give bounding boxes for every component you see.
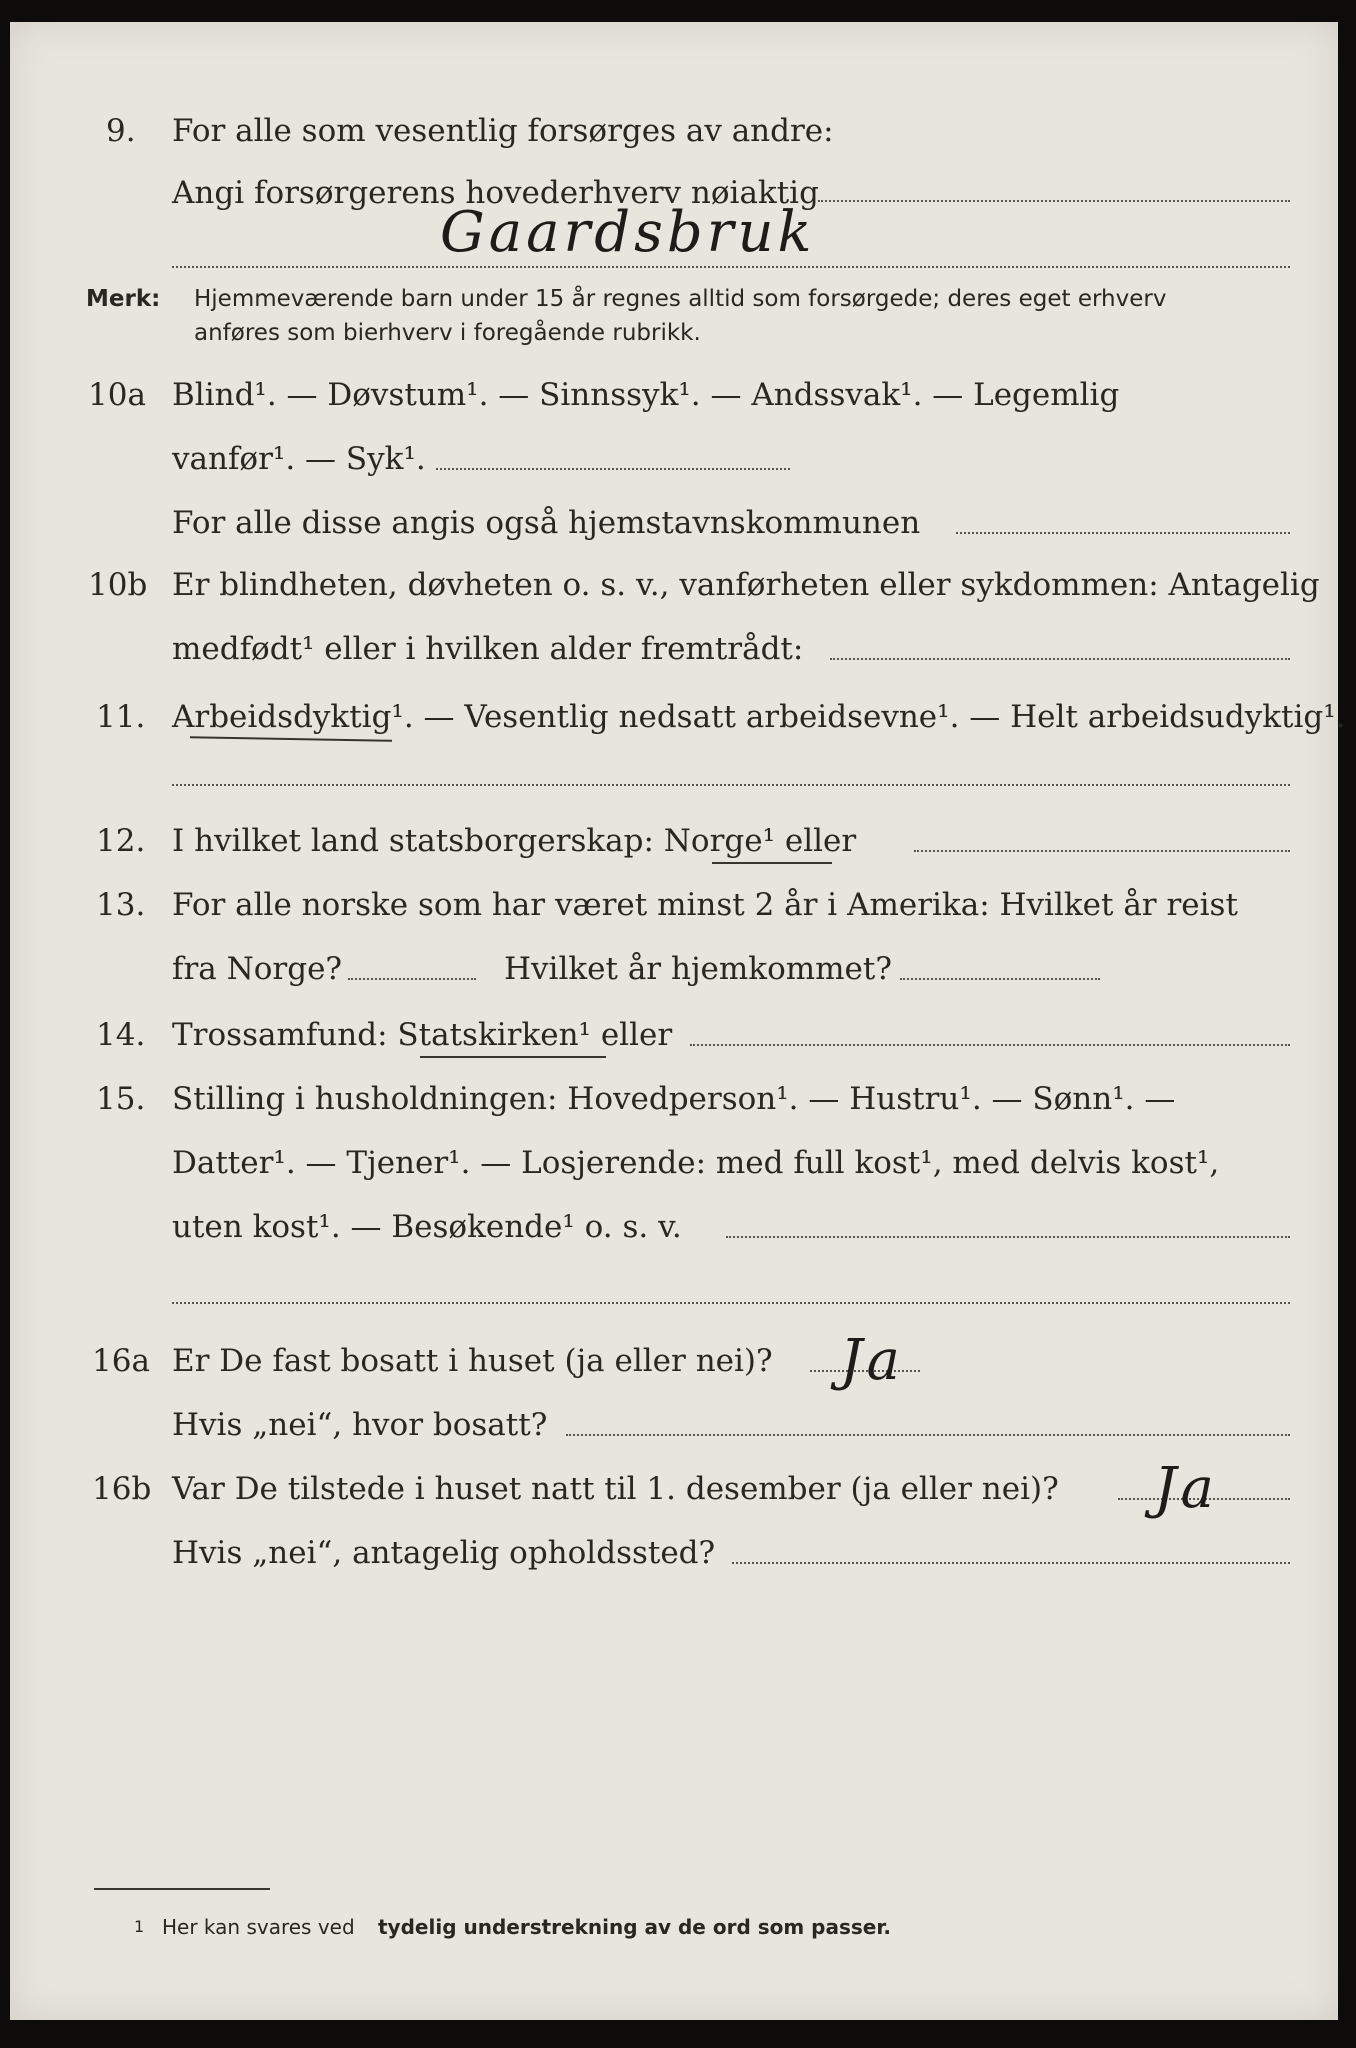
q15-dotted-line [726, 1236, 1290, 1238]
q9-handwritten-answer: Gaardsbruk [440, 200, 816, 265]
q14-line1: Trossamfund: Statskirken¹ eller [172, 1017, 673, 1053]
q13-dotted-line-a [348, 978, 476, 980]
q10a-line2: vanfør¹. — Syk¹. [172, 441, 426, 477]
q16a-handwritten-answer: Ja [840, 1328, 904, 1393]
q11-line1: Arbeidsdyktig¹. — Vesentlig nedsatt arbeidsevne¹. — Helt arbeidsudyktig¹. [172, 699, 1346, 735]
q13-number: 13. [96, 887, 146, 923]
q9-dotted-line [818, 200, 1290, 202]
q16b-line1: Var De tilstede i huset natt til 1. desember (ja eller nei)? [172, 1471, 1059, 1507]
q12-line1: I hvilket land statsborgerskap: Norge¹ eller [172, 823, 857, 859]
q9-dotted-line-2 [172, 266, 1290, 268]
q13-dotted-line-b [900, 978, 1100, 980]
q16b-line2: Hvis „nei“, antagelig opholdssted? [172, 1535, 716, 1571]
q16b-handwritten-answer: Ja [1154, 1456, 1218, 1521]
footnote-rule [94, 1888, 270, 1890]
q9-line1: For alle som vesentlig forsørges av andre: [172, 113, 834, 149]
footnote-mark: 1 [134, 1917, 145, 1936]
q16a-number: 16a [92, 1343, 150, 1379]
q9-number: 9. [106, 113, 136, 149]
merk-label: Merk: [86, 286, 161, 312]
q10b-line2: medfødt¹ eller i hvilken alder fremtrådt: [172, 631, 804, 667]
q13-line2a: fra Norge? [172, 951, 343, 987]
merk-line1: Hjemmeværende barn under 15 år regnes alltid som forsørgede; deres eget erhverv [194, 286, 1167, 312]
q11-underline-arbeidsdyktig [190, 736, 392, 742]
q15-line3: uten kost¹. — Besøkende¹ o. s. v. [172, 1209, 682, 1245]
q10b-number: 10b [88, 567, 148, 603]
footnote-text-bold: tydelig understrekning av de ord som passer. [378, 1915, 891, 1939]
footnote-text-plain: Her kan svares ved [162, 1915, 355, 1939]
q12-underline-norge [712, 862, 832, 864]
q14-dotted-line [690, 1044, 1290, 1046]
q12-number: 12. [96, 823, 146, 859]
q16a-dotted-line-2 [566, 1434, 1290, 1436]
q10a-number: 10a [88, 377, 146, 413]
q14-number: 14. [96, 1017, 146, 1053]
merk-line2: anføres som bierhverv i foregående rubrikk. [194, 320, 701, 346]
q10a-line3: For alle disse angis også hjemstavnskommunen [172, 505, 921, 541]
q10b-line1: Er blindheten, døvheten o. s. v., vanførheten eller sykdommen: Antagelig [172, 567, 1320, 603]
q15-number: 15. [96, 1081, 146, 1117]
q11-dotted-line [172, 784, 1290, 786]
q10a-dotted-line [436, 468, 790, 470]
q16a-line2: Hvis „nei“, hvor bosatt? [172, 1407, 548, 1443]
q11-number: 11. [96, 699, 146, 735]
q16b-number: 16b [92, 1471, 152, 1507]
q10b-dotted-line [830, 658, 1290, 660]
census-form-page [10, 22, 1346, 2020]
q10a-line1: Blind¹. — Døvstum¹. — Sinnssyk¹. — Andssvak¹. — Legemlig [172, 377, 1120, 413]
q9-line2: Angi forsørgerens hovederhverv nøiaktig [172, 175, 819, 211]
q15-dotted-line-2 [172, 1302, 1290, 1304]
q15-line2: Datter¹. — Tjener¹. — Losjerende: med full kost¹, med delvis kost¹, [172, 1145, 1220, 1181]
q10a-dotted-line-2 [956, 532, 1290, 534]
q13-line1: For alle norske som har været minst 2 år i Amerika: Hvilket år reist [172, 887, 1238, 923]
q15-line1: Stilling i husholdningen: Hovedperson¹. — Hustru¹. — Sønn¹. — [172, 1081, 1176, 1117]
q14-underline-statskirken [420, 1056, 606, 1058]
q16a-line1: Er De fast bosatt i huset (ja eller nei)? [172, 1343, 773, 1379]
q12-dotted-line [914, 850, 1290, 852]
q13-line2b: Hvilket år hjemkommet? [504, 951, 892, 987]
q16b-dotted-line-2 [732, 1562, 1290, 1564]
